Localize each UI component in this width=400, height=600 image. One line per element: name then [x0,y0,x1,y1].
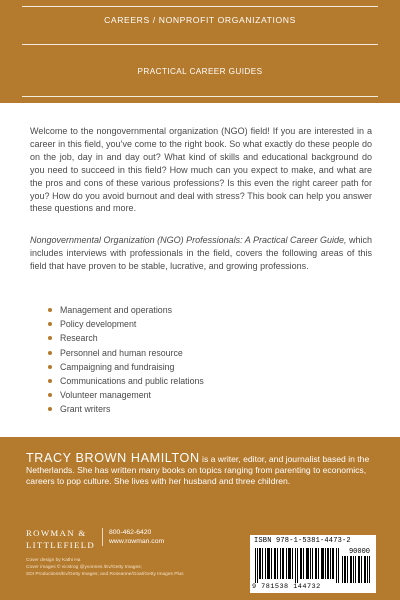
book-title: Nongovernmental Organization (NGO) Professionals: A Practical Career Guide, [30,235,347,245]
author-band [0,437,400,600]
publisher-website: www.rowman.com [109,538,165,545]
credit-line: Cover images © vicstrog @yvonnes /Ev/Getty Images; [26,565,142,570]
list-item: Volunteer management [48,388,204,402]
list-item: Personnel and human resource [48,346,204,360]
publisher-logo-line: ROWMAN & [26,528,87,538]
cover-credits [26,557,226,578]
list-item: Policy development [48,317,204,331]
header-band [0,0,400,100]
isbn-text: ISBN 978-1-5381-4473-2 [254,537,351,545]
price-code: 90000 [348,548,370,556]
publisher-logo [26,527,95,551]
topics-list [48,303,204,417]
publisher-contact [109,528,164,546]
coverage-text: which includes interviews with professionals in the field, covers the following areas of this field that have proven to be stable, lucrative, and growing professions. [30,235,372,271]
barcode [250,535,376,593]
header-rule-middle [22,44,378,45]
barcode-bars-icon [255,548,339,583]
list-item: Management and operations [48,303,204,317]
list-item: Research [48,331,204,345]
header-rule-bottom [22,96,378,97]
intro-paragraph: Welcome to the nongovernmental organization (NGO) field! If you are interested in a career in this field, you’ve come to the right book. So what exactly do these people do on the job, day in and day out? What kind of skills and educational background do you need to succeed in this field? How much can you expect to make, and what are the pros and cons of these various professions? Is this even the right career path for you? How do you avoid burnout and deal with stress? This book can help you answer these questions and more. [30,126,372,214]
price-barcode-icon [342,556,370,583]
coverage-paragraph [30,234,372,273]
list-item: Grant writers [48,402,204,416]
barcode-digits: 9 781538 144732 [252,583,321,591]
list-item: Campaigning and fundraising [48,360,204,374]
publisher-logo-line: LITTLEFIELD [26,540,96,550]
series-label: CAREERS / NONPROFIT ORGANIZATIONS [104,15,296,25]
list-item: Communications and public relations [48,374,204,388]
description-panel [0,103,400,437]
publisher-divider [102,528,103,546]
guides-label: PRACTICAL CAREER GUIDES [137,67,263,76]
publisher-phone: 800-462-6420 [109,529,152,536]
credit-line: SDI Productions/Ev/Getty Images; and Roseanne/Goat/Getty Images Plus [26,572,184,577]
author-bio [26,453,376,488]
author-name: TRACY BROWN HAMILTON [26,451,200,465]
author-bio-text: is a writer, editor, and journalist based in the Netherlands. She has written many books on topics ranging from parenting to economics, careers to pop culture. She lives with her husband and three children. [26,454,370,487]
credit-line: Cover design by Kathi Ha [26,558,81,563]
header-rule-top [22,6,378,7]
